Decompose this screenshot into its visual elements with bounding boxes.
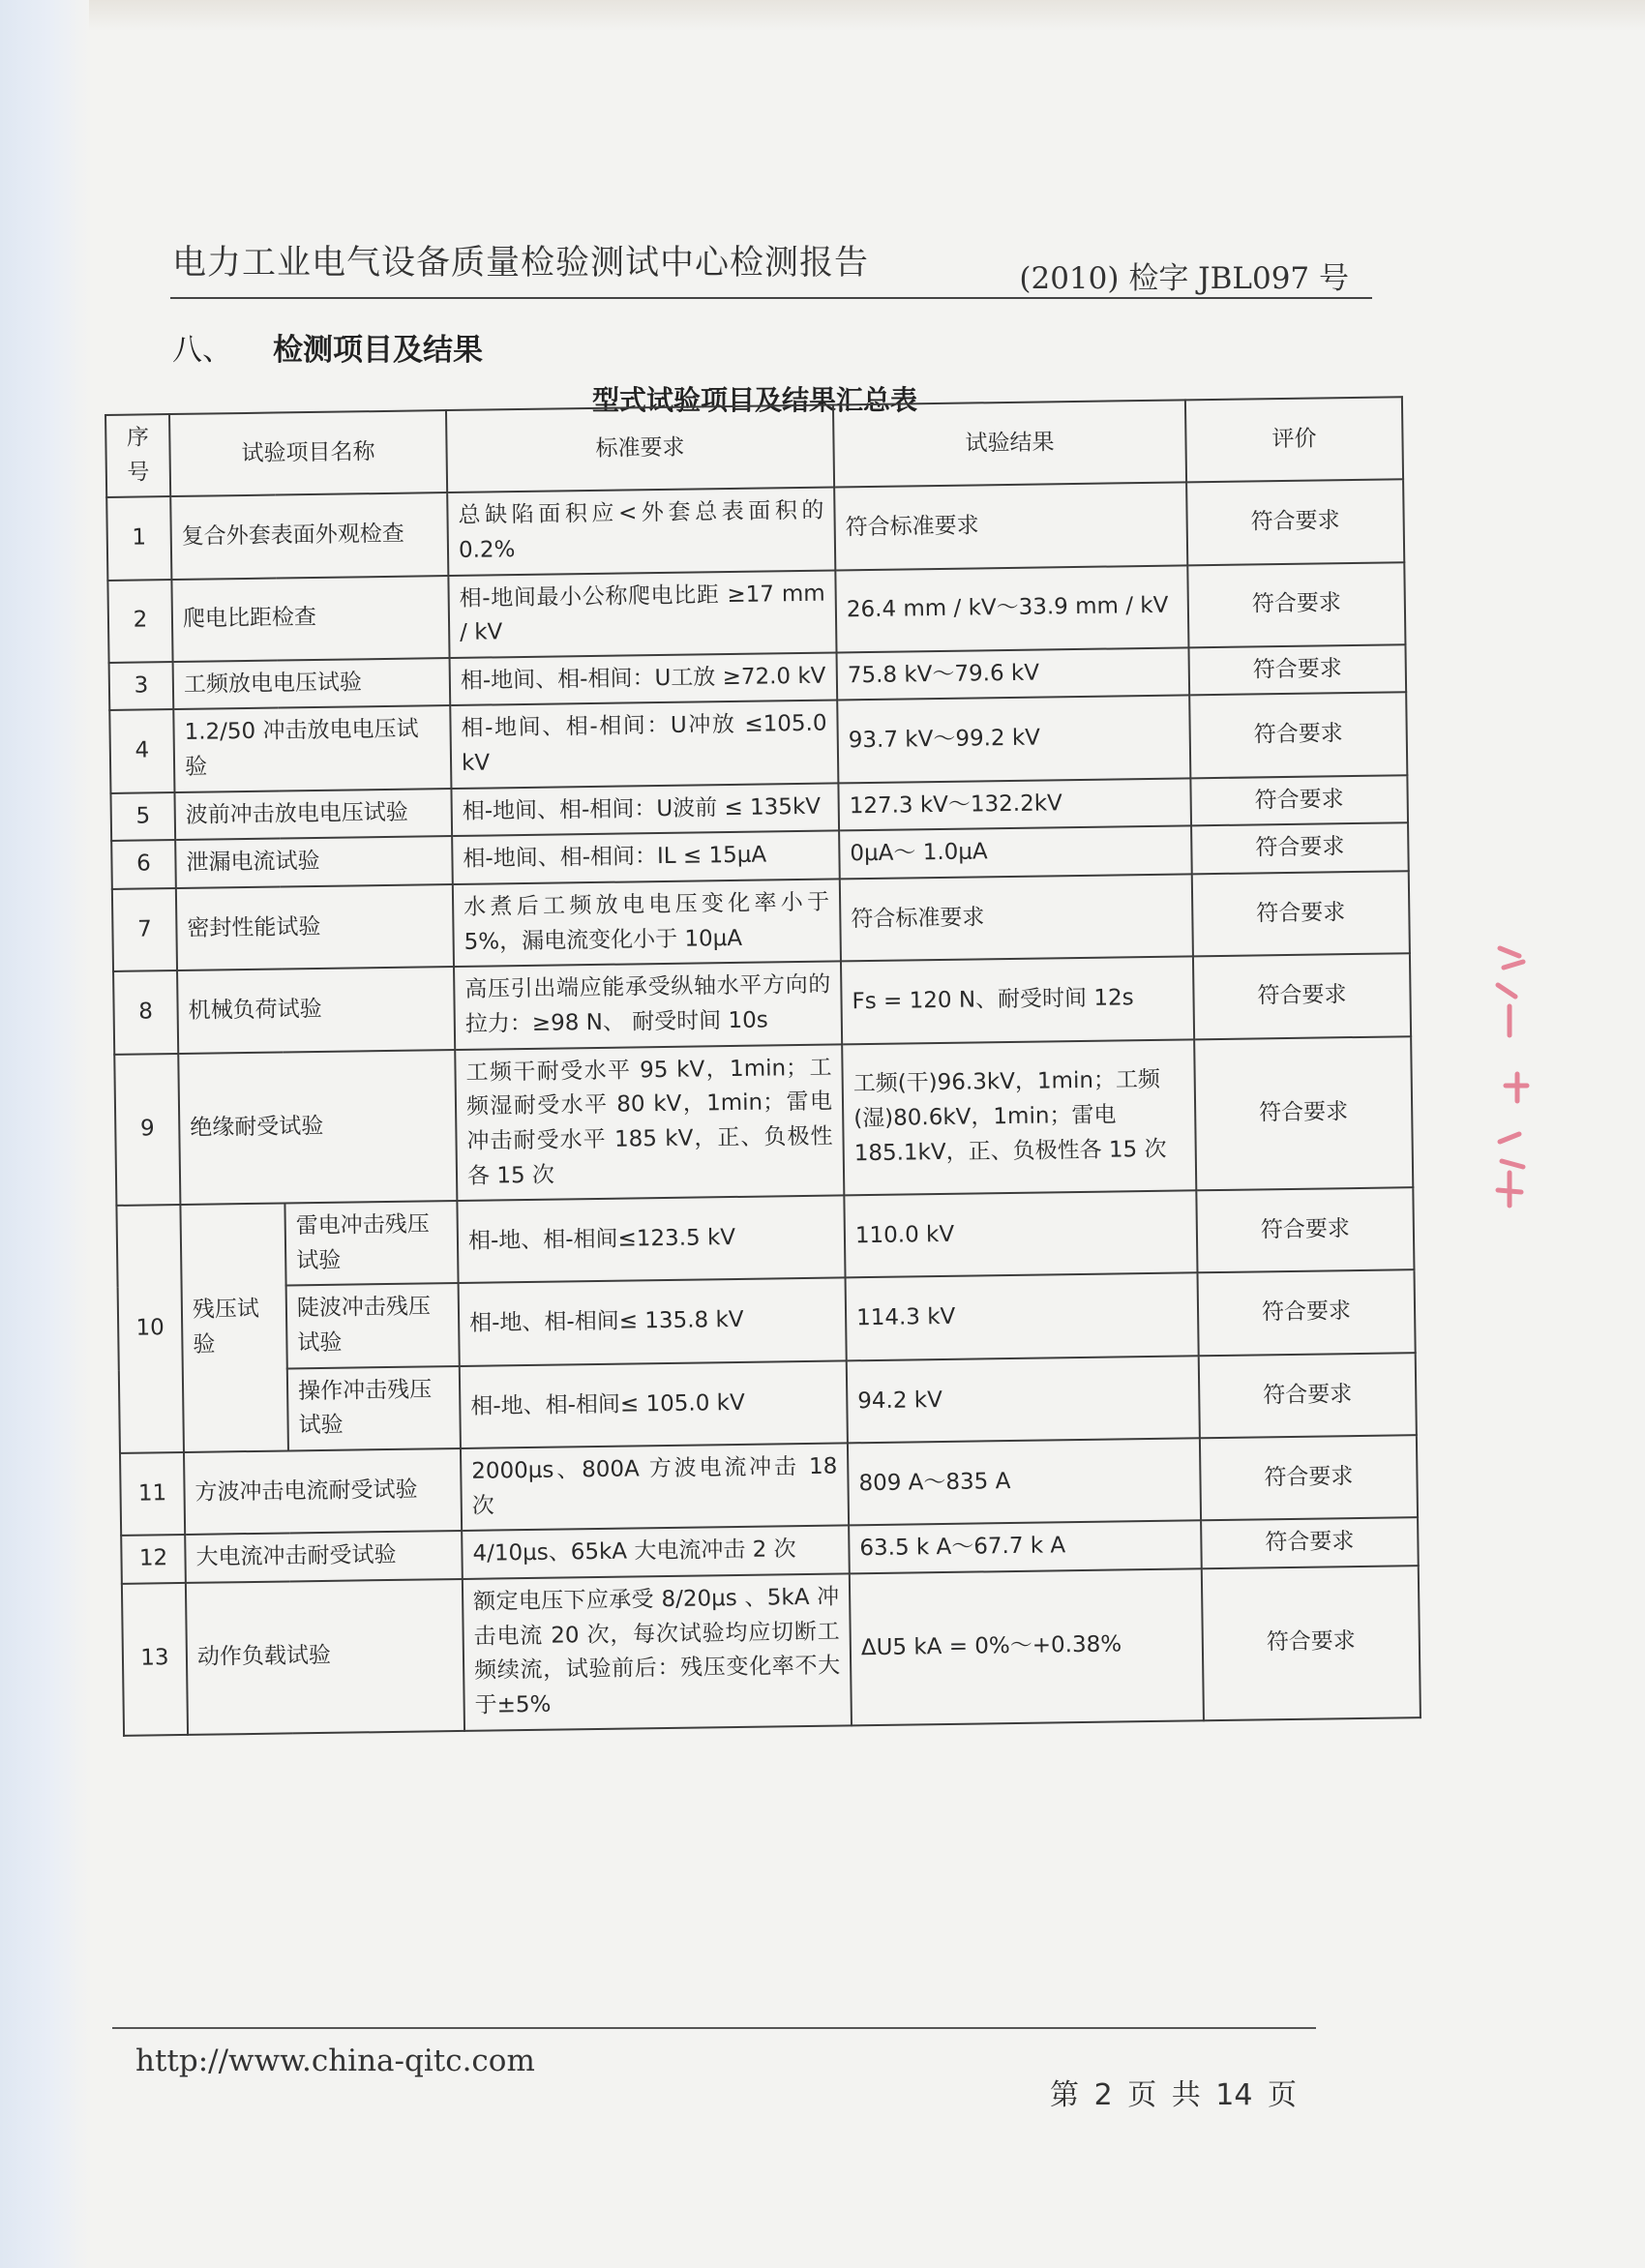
evaluation-cell: 符合要求 — [1199, 1353, 1417, 1438]
evaluation-cell: 符合要求 — [1186, 480, 1404, 565]
header-name: 试验项目名称 — [169, 410, 447, 496]
result-cell: 110.0 kV — [844, 1190, 1197, 1277]
result-cell: Fs = 120 N、耐受时间 12s — [841, 957, 1194, 1044]
test-name: 波前冲击放电电压试验 — [174, 789, 452, 841]
requirement-cell: 总缺陷面积应<外套总表面积的 0.2% — [447, 488, 835, 576]
requirement-cell: 相-地间、相-相间：U冲放 ≤105.0 kV — [450, 701, 838, 789]
row-number: 13 — [122, 1583, 188, 1735]
requirement-cell: 相-地、相-相间≤ 135.8 kV — [459, 1278, 847, 1366]
evaluation-cell: 符合要求 — [1191, 823, 1409, 875]
test-name: 机械负荷试验 — [177, 967, 455, 1053]
header-evaluation: 评价 — [1185, 397, 1403, 482]
row10-group — [116, 1187, 1416, 1453]
header-requirement: 标准要求 — [446, 404, 834, 492]
evaluation-cell: 符合要求 — [1196, 1187, 1414, 1272]
requirement-cell: 相-地、相-相间≤123.5 kV — [457, 1196, 845, 1284]
evaluation-cell: 符合要求 — [1200, 1435, 1418, 1520]
test-name: 爬电比距检查 — [171, 576, 449, 662]
evaluation-cell: 符合要求 — [1189, 693, 1407, 778]
requirement-cell: 水煮后工频放电电压变化率小于5%，漏电流变化小于 10μA — [453, 879, 841, 967]
row-number: 1 — [106, 496, 171, 580]
report-header-title: 电力工业电气设备质量检验测试中心检测报告 — [172, 244, 870, 283]
evaluation-cell: 符合要求 — [1202, 1566, 1421, 1720]
evaluation-cell: 符合要求 — [1192, 871, 1410, 956]
sub-test-name: 雷电冲击残压试验 — [284, 1201, 458, 1286]
evaluation-cell: 符合要求 — [1187, 562, 1405, 647]
test-name: 方波冲击电流耐受试验 — [184, 1448, 462, 1535]
section-title: 检测项目及结果 — [273, 333, 483, 368]
row-number: 8 — [113, 970, 178, 1054]
header-divider — [170, 297, 1372, 299]
footer-url: http://www.china-qitc.com — [135, 2044, 535, 2078]
result-cell: 94.2 kV — [847, 1356, 1200, 1443]
row-number: 6 — [111, 840, 176, 889]
result-cell: 符合标准要求 — [840, 874, 1193, 961]
page-number: 第 2 页 共 14 页 — [1050, 2078, 1297, 2112]
result-cell: 114.3 kV — [846, 1273, 1199, 1360]
result-cell: 0μA～ 1.0μA — [839, 826, 1192, 880]
row-group-name: 残压试验 — [180, 1204, 288, 1452]
page-top-edge — [89, 0, 1645, 31]
row-number: 7 — [112, 888, 177, 971]
test-name: 动作负载试验 — [186, 1579, 464, 1735]
sub-test-name: 操作冲击残压试验 — [287, 1366, 461, 1451]
section-heading — [172, 325, 483, 369]
requirement-cell: 2000μs、800A 方波电流冲击 18 次 — [461, 1443, 849, 1531]
row-number: 11 — [120, 1452, 185, 1536]
results-table — [105, 396, 1421, 1736]
row-number: 3 — [109, 662, 174, 711]
table-title: 型式试验项目及结果汇总表 — [591, 384, 917, 416]
result-cell: 符合标准要求 — [834, 483, 1187, 570]
row-number: 10 — [116, 1205, 184, 1453]
test-name: 工频放电电压试验 — [173, 658, 451, 710]
red-seal-fragment — [1490, 929, 1533, 1238]
requirement-cell: 工频干耐受水平 95 kV，1min；工频湿耐受水平 80 kV，1min；雷电冲击耐受水平 185 kV，正、负极性各 15 次 — [455, 1044, 844, 1201]
section-number: 八、 — [172, 333, 232, 368]
evaluation-cell: 符合要求 — [1201, 1517, 1419, 1568]
footer-divider — [112, 2027, 1316, 2029]
header-result: 试验结果 — [833, 400, 1186, 487]
requirement-cell: 相-地间最小公称爬电比距 ≥17 mm / kV — [448, 570, 836, 658]
requirement-cell: 相-地间、相-相间：IL ≤ 15μA — [452, 831, 840, 884]
binding-shadow — [0, 0, 89, 2268]
row-number: 5 — [110, 792, 175, 842]
result-cell: ΔU5 kA = 0%～+0.38% — [850, 1568, 1204, 1725]
evaluation-cell: 符合要求 — [1188, 644, 1406, 696]
evaluation-cell: 符合要求 — [1198, 1270, 1416, 1356]
requirement-cell: 相-地间、相-相间：U工放 ≥72.0 kV — [450, 652, 838, 705]
result-cell: 93.7 kV～99.2 kV — [837, 696, 1190, 783]
row-number: 2 — [107, 580, 172, 663]
evaluation-cell: 符合要求 — [1194, 1036, 1413, 1191]
result-cell: 63.5 k A～67.7 k A — [849, 1521, 1202, 1574]
row-number: 4 — [109, 710, 174, 793]
requirement-cell: 额定电压下应承受 8/20μs 、5kA 冲击电流 20 次，每次试验均应切断工频续流，试验前后：残压变化率不大于±5% — [463, 1573, 852, 1730]
result-cell: 工频(干)96.3kV，1min；工频(湿)80.6kV，1min；雷电 185.1kV，正、负极性各 15 次 — [842, 1039, 1196, 1196]
requirement-cell: 4/10μs、65kA 大电流冲击 2 次 — [462, 1526, 850, 1579]
result-cell: 26.4 mm / kV～33.9 mm / kV — [835, 565, 1188, 652]
row-number: 9 — [114, 1054, 180, 1206]
header-no: 序号 — [105, 414, 170, 497]
test-name: 大电流冲击耐受试验 — [185, 1531, 463, 1583]
requirement-cell: 高压引出端应能承受纵轴水平方向的拉力：≥98 N、 耐受时间 10s — [454, 962, 842, 1050]
test-name: 密封性能试验 — [176, 884, 454, 970]
table-row — [114, 1036, 1413, 1206]
evaluation-cell: 符合要求 — [1193, 954, 1411, 1039]
requirement-cell: 相-地、相-相间≤ 105.0 kV — [460, 1360, 848, 1448]
table-row — [122, 1566, 1421, 1735]
requirement-cell: 相-地间、相-相间：U波前 ≤ 135kV — [451, 783, 839, 836]
result-cell: 127.3 kV～132.2kV — [838, 778, 1191, 831]
report-code: (2010) 检字 JBL097 号 — [1019, 261, 1349, 296]
evaluation-cell: 符合要求 — [1190, 775, 1408, 826]
test-name: 1.2/50 冲击放电电压试验 — [173, 706, 451, 792]
sub-test-name: 陡波冲击残压试验 — [286, 1283, 460, 1368]
result-cell: 809 A～835 A — [848, 1438, 1201, 1525]
result-cell: 75.8 kV～79.6 kV — [837, 647, 1190, 701]
test-name: 泄漏电流试验 — [175, 836, 453, 888]
row-number: 12 — [121, 1535, 186, 1584]
test-name: 复合外套表面外观检查 — [170, 492, 448, 579]
test-name: 绝缘耐受试验 — [178, 1050, 457, 1206]
